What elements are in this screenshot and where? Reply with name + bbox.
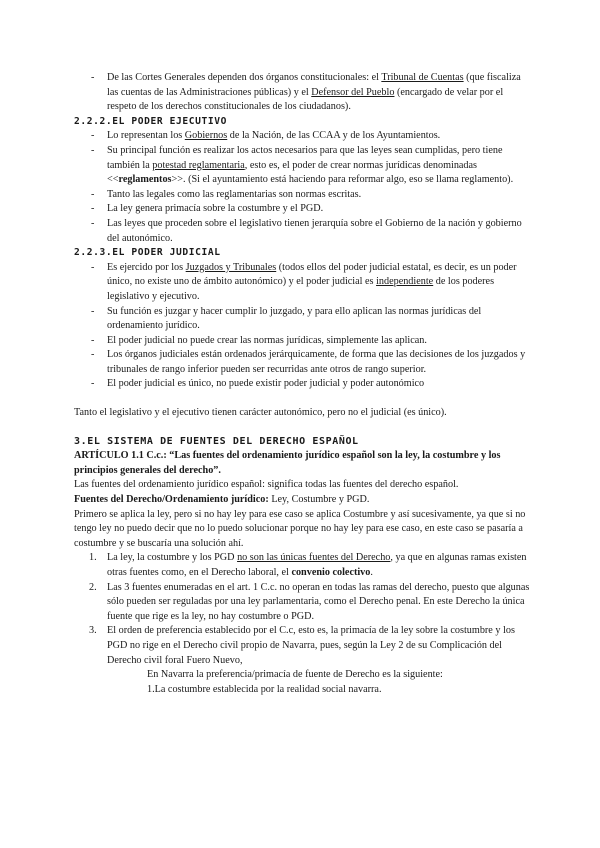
navarra-intro: En Navarra la preferencia/primacía de fuente de Derecho es la siguiente:	[147, 669, 443, 681]
paragraph-primero: Primero se aplica la ley, pero si no hay ley para ese caso se aplica Costumbre y así sucesivamente, ya que si no tengo ley no puedo decir que no lo puedo solucionar porque no hay ley para ese caso, en este caso se pasaría a costumbre y se buscaría una solución ahí.	[74, 508, 526, 549]
paragraph-fuentes: Las fuentes del ordenamiento jurídico español: significa todas las fuentes del derecho español.	[74, 479, 459, 491]
list-item: - Su función es juzgar y hacer cumplir lo juzgado, y para ello aplican las normas jurídicas del ordenamiento jurídico.	[74, 305, 532, 334]
list-item: - La ley genera primacía sobre la costumbre y el PGD.	[74, 202, 532, 217]
defensor-pueblo-term: Defensor del Pueblo	[311, 86, 395, 98]
convenio-term: convenio colectivo	[291, 567, 371, 578]
list-item	[74, 581, 532, 625]
list-item	[74, 71, 532, 115]
item-number: 3.	[89, 625, 97, 637]
tribunal-cuentas-term: Tribunal de Cuentas	[381, 72, 464, 83]
text: Ley, Costumbre y PGD.	[268, 494, 370, 506]
text: De las Cortes Generales dependen dos órganos constitucionales: el	[107, 72, 382, 83]
list-item: - El poder judicial es único, no puede existir poder judicial y poder autonómico	[74, 377, 532, 392]
list-item	[74, 144, 532, 188]
text: de la Nación, de las CCAA y de los Ayuntamientos.	[227, 130, 441, 142]
text: de los poderes legislativo y ejecutivo.	[107, 276, 495, 302]
list-item	[74, 624, 532, 668]
text: Las 3 fuentes enumeradas en el art. 1 C.c. no operan en todas las ramas del derecho, puesto que algunas sólo pueden ser reguladas por una ley parlamentaria, como el Derecho penal. En este Derecho la única fuente que rige es la ley, no hay costumbre o PGD.	[107, 581, 530, 622]
judicial-list	[74, 261, 532, 392]
document-body	[74, 71, 532, 697]
fuentes-label: Fuentes del Derecho/Ordenamiento jurídico:	[74, 494, 269, 506]
text: (todos ellos del poder judicial estatal, es decir, es un poder único, no existe uno de ámbito autonómico) y el poder judicial es	[107, 261, 517, 288]
no-unicas-term: no son las únicas fuentes del Derecho	[237, 552, 391, 564]
reglamentos-term: reglamentos	[118, 174, 172, 186]
ejecutivo-list	[74, 129, 532, 246]
gobiernos-term: Gobiernos	[184, 130, 228, 142]
text: La ley, la costumbre y los PGD	[107, 552, 238, 564]
paragraph-fuentes-derecho	[74, 493, 532, 508]
heading-poder-judicial: 2.2.3.EL PODER JUDICIAL	[74, 247, 221, 259]
list-item	[74, 129, 532, 144]
paragraph-tanto: Tanto el legislativo y el ejecutivo tienen carácter autonómico, pero no el judicial (es único).	[74, 407, 447, 419]
potestad-term: potestad reglamentaria	[152, 159, 245, 171]
numbered-list	[74, 551, 532, 668]
list-item	[74, 261, 532, 305]
list-item	[74, 551, 532, 580]
navarra-item-1: 1.La costumbre establecida por la realidad social navarra.	[147, 683, 382, 695]
articulo-1-1	[74, 449, 532, 478]
text: Es ejercido por los	[107, 261, 186, 273]
list-item: - Los órganos judiciales están ordenados jerárquicamente, de forma que las decisiones de los juzgados y tribunales de rango inferior pueden ser recurridas ante otros de rango superior.	[74, 348, 532, 377]
text: .	[370, 567, 373, 578]
independiente-term: independiente	[376, 276, 434, 288]
heading-sistema-fuentes: 3.EL SISTEMA DE FUENTES DEL DERECHO ESPAÑOL	[74, 435, 359, 447]
text: Su principal función es realizar los actos necesarios para que las leyes sean cumplidas, pero tiene también la	[107, 144, 503, 171]
heading-poder-ejecutivo: 2.2.2.EL PODER EJECUTIVO	[74, 115, 228, 127]
text: El orden de preferencia establecido por el C.c, esto es, la primacía de la ley sobre la costumbre y los PGD no rige en el Derecho civil propio de Navarra, pues, según la Ley 2 de su Complicación del Derecho civil foral Fuero Nuevo,	[107, 625, 515, 666]
text: Lo representan los	[107, 130, 185, 142]
text: >>. (Si el ayuntamiento está haciendo para reformar algo, eso se llama reglamento).	[171, 174, 514, 186]
text: , esto es, el poder de crear normas jurídicas denominadas <<	[107, 159, 478, 186]
cortes-list	[74, 71, 532, 115]
list-item: - Las leyes que proceden sobre el legislativo tienen jerarquía sobre el Gobierno de la nación y gobierno del autonómico.	[74, 217, 532, 246]
juzgados-term: Juzgados y Tribunales	[185, 261, 277, 273]
text: (que fiscaliza las cuentas de las Administraciones públicas) y el	[107, 72, 521, 98]
list-item: - El poder judicial no puede crear las normas jurídicas, simplemente las aplican.	[74, 334, 532, 349]
articulo-text: ARTÍCULO 1.1 C.c.: “Las fuentes del ordenamiento jurídico español son la ley, la costumbre y los principios generales del derecho”.	[74, 450, 501, 476]
item-number: 1.	[89, 552, 97, 564]
list-item: - Tanto las legales como las reglamentarias son normas escritas.	[74, 188, 532, 203]
text: , ya que en algunas ramas existen otras fuentes como, en el Derecho laboral, el	[107, 552, 527, 578]
item-number: 2.	[89, 581, 97, 593]
text: (encargado de velar por el respeto de los derechos constitucionales de los ciudadanos).	[107, 86, 504, 113]
